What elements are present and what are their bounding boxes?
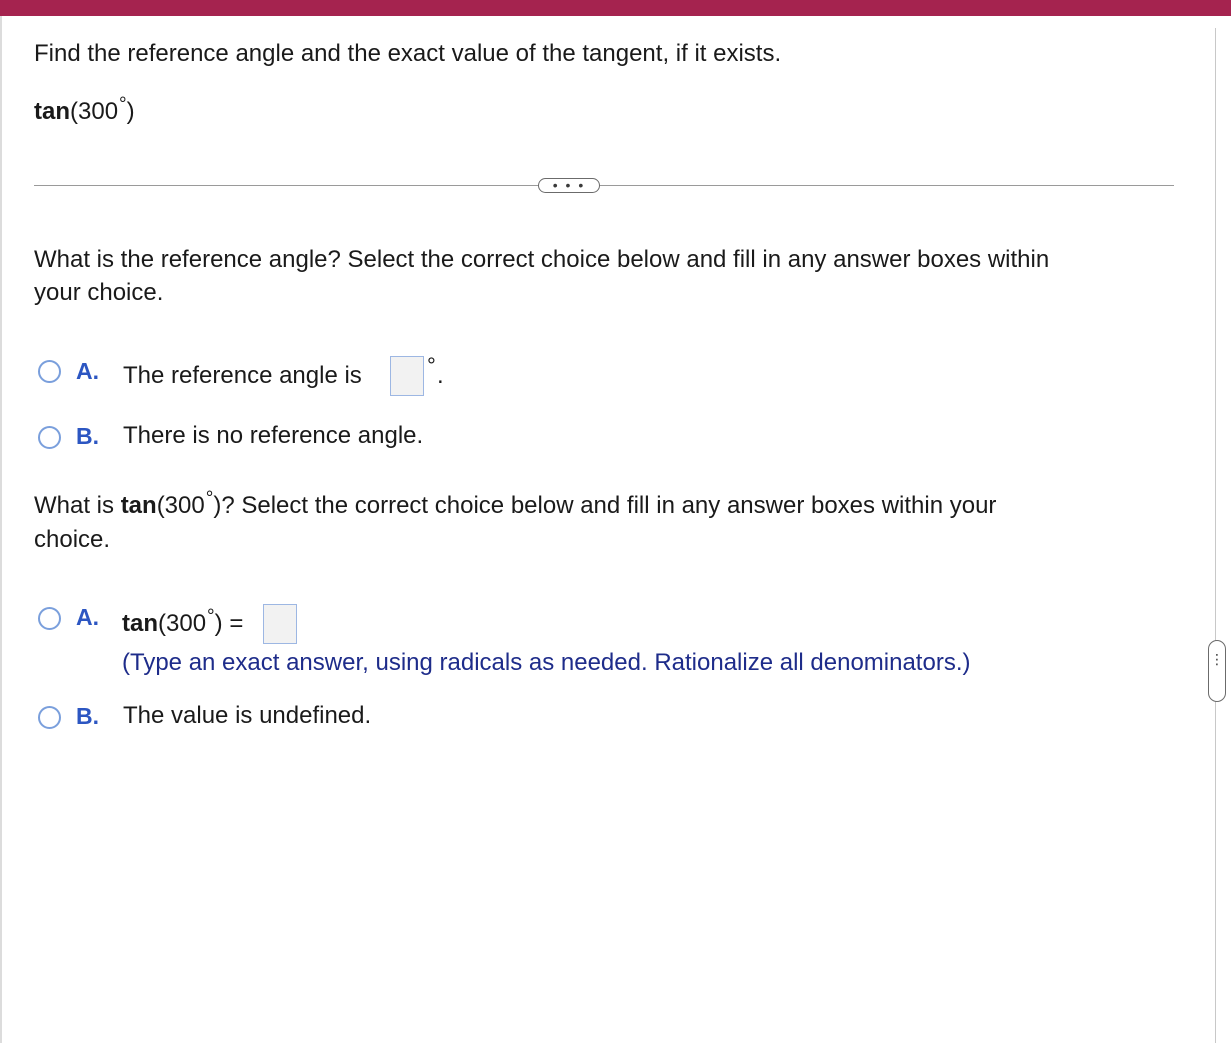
tangent-value-input[interactable] [263,604,297,644]
part2-choice-a-hint: (Type an exact answer, using radicals as needed. Rationalize all denominators.) [122,649,971,676]
part2-choice-a-func: tan [122,610,158,637]
expr-degree: ° [119,94,127,115]
part2-prompt-func: tan [120,492,157,519]
part2-choice-b-text: The value is undefined. [123,702,372,729]
part1-prompt-line1: What is the reference angle? Select the correct choice below and fill in any answer boxes within [34,246,1050,273]
expand-more-button[interactable]: • • • [538,178,600,193]
expr-arg: (300 [70,98,119,125]
part1-choice-a-radio[interactable] [38,360,61,383]
reference-angle-degree: ° [427,353,436,378]
part2-prompt-line2: choice. [34,526,111,553]
part2-prompt-post: )? Select the correct choice below and fill in any answer boxes within your [213,492,997,519]
part1-choice-a-text: The reference angle is [123,362,362,389]
part2-choice-a-expression [122,608,243,640]
part2-choice-a-degree: ° [207,606,215,627]
pane-resize-handle[interactable]: ⋮ [1208,640,1226,702]
part1-choice-a-letter: A. [76,358,99,384]
part2-choice-b-radio[interactable] [38,706,61,729]
pane-splitter-line [1215,28,1216,1043]
part2-choice-a-close: ) = [214,610,244,637]
left-border [0,16,2,1043]
top-banner [0,0,1231,16]
part1-prompt-line2: your choice. [34,279,164,306]
part2-choice-a-arg: (300 [158,610,207,637]
expr-close: ) [126,98,135,125]
expr-func: tan [34,98,70,125]
reference-angle-input[interactable] [390,356,424,396]
section-divider [34,185,1174,186]
part2-prompt-arg: (300 [156,492,205,519]
part2-choice-b-letter: B. [76,703,99,729]
part2-prompt-line1 [34,490,996,522]
part2-prompt-degree: ° [205,488,214,509]
part2-choice-a-letter: A. [76,604,99,630]
part2-prompt-pre: What is [34,492,121,519]
question-expression [34,96,135,128]
part1-choice-b-text: There is no reference angle. [123,422,424,449]
part1-choice-b-letter: B. [76,423,99,449]
part1-choice-b-radio[interactable] [38,426,61,449]
part2-choice-a-radio[interactable] [38,607,61,630]
question-instruction: Find the reference angle and the exact value of the tangent, if it exists. [34,40,782,67]
reference-angle-period: . [437,362,444,389]
